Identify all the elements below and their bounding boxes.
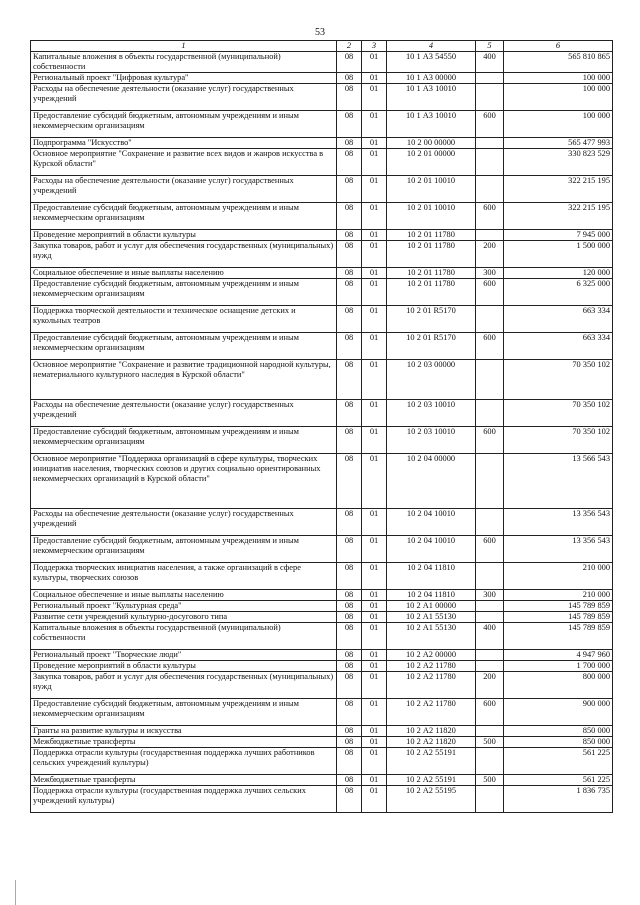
row-subsection: 01 xyxy=(362,149,387,176)
row-target-code: 10 1 А3 10010 xyxy=(387,84,476,111)
row-name: Проведение мероприятий в области культуры xyxy=(31,661,337,672)
row-subsection: 01 xyxy=(362,111,387,138)
table-row xyxy=(31,230,613,241)
row-amount: 561 225 xyxy=(504,775,613,786)
row-section: 08 xyxy=(337,268,362,279)
table-header xyxy=(31,41,613,52)
row-section: 08 xyxy=(337,612,362,623)
row-amount: 7 945 000 xyxy=(504,230,613,241)
row-section: 08 xyxy=(337,650,362,661)
row-section: 08 xyxy=(337,699,362,726)
row-name: Поддержка отрасли культуры (государственная поддержка лучших сельских учреждений культуры) xyxy=(31,786,337,813)
row-target-code: 10 1 А3 10010 xyxy=(387,111,476,138)
header-col-2: 2 xyxy=(337,41,362,52)
row-subsection: 01 xyxy=(362,138,387,149)
row-target-code: 10 1 А3 54550 xyxy=(387,52,476,73)
row-expense-type xyxy=(476,726,504,737)
row-section: 08 xyxy=(337,203,362,230)
row-target-code: 10 2 01 10010 xyxy=(387,203,476,230)
row-amount: 1 700 000 xyxy=(504,661,613,672)
row-amount: 70 350 102 xyxy=(504,427,613,454)
table-row xyxy=(31,590,613,601)
row-section: 08 xyxy=(337,509,362,536)
row-section: 08 xyxy=(337,563,362,590)
row-amount: 70 350 102 xyxy=(504,400,613,427)
row-subsection: 01 xyxy=(362,230,387,241)
row-subsection: 01 xyxy=(362,52,387,73)
row-expense-type xyxy=(476,360,504,400)
row-amount: 120 000 xyxy=(504,268,613,279)
row-expense-type xyxy=(476,73,504,84)
table-row xyxy=(31,306,613,333)
row-target-code: 10 2 А2 11820 xyxy=(387,737,476,748)
row-section: 08 xyxy=(337,775,362,786)
row-target-code: 10 2 04 10010 xyxy=(387,536,476,563)
row-subsection: 01 xyxy=(362,563,387,590)
row-amount: 145 789 859 xyxy=(504,612,613,623)
row-expense-type: 600 xyxy=(476,203,504,230)
row-name: Социальное обеспечение и иные выплаты населению xyxy=(31,590,337,601)
row-name: Закупка товаров, работ и услуг для обеспечения государственных (муниципальных) нужд xyxy=(31,672,337,699)
row-amount: 100 000 xyxy=(504,84,613,111)
row-target-code: 10 2 А2 55195 xyxy=(387,786,476,813)
row-target-code: 10 2 00 00000 xyxy=(387,138,476,149)
row-name: Расходы на обеспечение деятельности (оказание услуг) государственных учреждений xyxy=(31,509,337,536)
row-name: Основное мероприятие "Сохранение и развитие традиционной народной культуры, нематериального культурного наследия в Курской области" xyxy=(31,360,337,400)
row-subsection: 01 xyxy=(362,590,387,601)
row-amount: 100 000 xyxy=(504,111,613,138)
row-target-code: 10 2 А1 00000 xyxy=(387,601,476,612)
row-name: Основное мероприятие "Сохранение и развитие всех видов и жанров искусства в Курской области" xyxy=(31,149,337,176)
row-subsection: 01 xyxy=(362,726,387,737)
row-target-code: 10 2 01 R5170 xyxy=(387,306,476,333)
row-amount: 663 334 xyxy=(504,333,613,360)
table-row xyxy=(31,111,613,138)
row-target-code: 10 2 04 00000 xyxy=(387,454,476,509)
row-name: Предоставление субсидий бюджетным, автономным учреждениям и иным некоммерческим организациям xyxy=(31,279,337,306)
row-section: 08 xyxy=(337,726,362,737)
row-name: Основное мероприятие "Поддержка организаций в сфере культуры, творческих инициатив населения, творческих союзов и других социально ориентированных некоммерческих организаций в Курской области" xyxy=(31,454,337,509)
row-subsection: 01 xyxy=(362,509,387,536)
row-amount: 850 000 xyxy=(504,737,613,748)
row-section: 08 xyxy=(337,748,362,775)
row-expense-type: 200 xyxy=(476,672,504,699)
row-target-code: 10 2 А1 55130 xyxy=(387,612,476,623)
row-expense-type: 200 xyxy=(476,241,504,268)
row-section: 08 xyxy=(337,601,362,612)
row-amount: 13 566 543 xyxy=(504,454,613,509)
row-section: 08 xyxy=(337,737,362,748)
row-section: 08 xyxy=(337,661,362,672)
row-section: 08 xyxy=(337,138,362,149)
row-section: 08 xyxy=(337,73,362,84)
row-section: 08 xyxy=(337,241,362,268)
table-row xyxy=(31,748,613,775)
row-subsection: 01 xyxy=(362,454,387,509)
table-row xyxy=(31,427,613,454)
row-section: 08 xyxy=(337,176,362,203)
row-expense-type: 600 xyxy=(476,111,504,138)
row-expense-type xyxy=(476,661,504,672)
row-amount: 663 334 xyxy=(504,306,613,333)
row-expense-type xyxy=(476,400,504,427)
row-expense-type xyxy=(476,601,504,612)
row-expense-type: 300 xyxy=(476,590,504,601)
row-expense-type xyxy=(476,176,504,203)
row-expense-type: 600 xyxy=(476,536,504,563)
row-amount: 13 356 543 xyxy=(504,509,613,536)
row-target-code: 10 2 03 00000 xyxy=(387,360,476,400)
table-row xyxy=(31,726,613,737)
header-col-1: 1 xyxy=(31,41,337,52)
row-target-code: 10 2 03 10010 xyxy=(387,427,476,454)
row-expense-type xyxy=(476,612,504,623)
row-expense-type xyxy=(476,786,504,813)
table-row xyxy=(31,786,613,813)
row-target-code: 10 2 01 11780 xyxy=(387,268,476,279)
row-section: 08 xyxy=(337,306,362,333)
table-row xyxy=(31,176,613,203)
row-amount: 6 325 000 xyxy=(504,279,613,306)
table-row xyxy=(31,203,613,230)
header-col-5: 5 xyxy=(476,41,504,52)
row-amount: 1 836 735 xyxy=(504,786,613,813)
row-target-code: 10 1 А3 00000 xyxy=(387,73,476,84)
row-target-code: 10 2 04 10010 xyxy=(387,509,476,536)
row-target-code: 10 2 А2 11780 xyxy=(387,672,476,699)
row-name: Капитальные вложения в объекты государственной (муниципальной) собственности xyxy=(31,52,337,73)
table-row xyxy=(31,650,613,661)
row-target-code: 10 2 А2 55191 xyxy=(387,775,476,786)
table-row xyxy=(31,699,613,726)
row-expense-type xyxy=(476,563,504,590)
table-row xyxy=(31,138,613,149)
table-row xyxy=(31,661,613,672)
row-expense-type xyxy=(476,650,504,661)
row-target-code: 10 2 01 R5170 xyxy=(387,333,476,360)
row-subsection: 01 xyxy=(362,650,387,661)
row-name: Региональный проект "Творческие люди" xyxy=(31,650,337,661)
row-section: 08 xyxy=(337,536,362,563)
row-section: 08 xyxy=(337,279,362,306)
row-subsection: 01 xyxy=(362,73,387,84)
row-amount: 850 000 xyxy=(504,726,613,737)
row-section: 08 xyxy=(337,590,362,601)
table-row xyxy=(31,612,613,623)
row-section: 08 xyxy=(337,84,362,111)
table-row xyxy=(31,536,613,563)
row-target-code: 10 2 А1 55130 xyxy=(387,623,476,650)
row-subsection: 01 xyxy=(362,737,387,748)
row-expense-type: 500 xyxy=(476,737,504,748)
row-section: 08 xyxy=(337,400,362,427)
header-col-3: 3 xyxy=(362,41,387,52)
row-subsection: 01 xyxy=(362,699,387,726)
row-expense-type xyxy=(476,509,504,536)
row-target-code: 10 2 01 11780 xyxy=(387,279,476,306)
table-row xyxy=(31,737,613,748)
table-row xyxy=(31,360,613,400)
row-expense-type: 600 xyxy=(476,699,504,726)
row-section: 08 xyxy=(337,672,362,699)
row-subsection: 01 xyxy=(362,775,387,786)
row-target-code: 10 2 А2 11820 xyxy=(387,726,476,737)
table-row xyxy=(31,241,613,268)
row-name: Подпрограмма "Искусство" xyxy=(31,138,337,149)
row-amount: 1 500 000 xyxy=(504,241,613,268)
row-name: Межбюджетные трансферты xyxy=(31,775,337,786)
row-amount: 145 789 859 xyxy=(504,623,613,650)
row-amount: 210 000 xyxy=(504,563,613,590)
row-subsection: 01 xyxy=(362,661,387,672)
row-expense-type: 600 xyxy=(476,279,504,306)
row-section: 08 xyxy=(337,360,362,400)
table-row xyxy=(31,601,613,612)
row-name: Закупка товаров, работ и услуг для обеспечения государственных (муниципальных) нужд xyxy=(31,241,337,268)
table-row xyxy=(31,672,613,699)
row-target-code: 10 2 01 10010 xyxy=(387,176,476,203)
row-subsection: 01 xyxy=(362,623,387,650)
row-section: 08 xyxy=(337,52,362,73)
row-name: Расходы на обеспечение деятельности (оказание услуг) государственных учреждений xyxy=(31,84,337,111)
row-expense-type xyxy=(476,454,504,509)
row-section: 08 xyxy=(337,230,362,241)
row-subsection: 01 xyxy=(362,176,387,203)
row-subsection: 01 xyxy=(362,279,387,306)
row-expense-type xyxy=(476,748,504,775)
row-target-code: 10 2 04 11810 xyxy=(387,563,476,590)
row-subsection: 01 xyxy=(362,400,387,427)
row-target-code: 10 2 01 11780 xyxy=(387,230,476,241)
row-subsection: 01 xyxy=(362,748,387,775)
row-name: Предоставление субсидий бюджетным, автономным учреждениям и иным некоммерческим организациям xyxy=(31,333,337,360)
table-row xyxy=(31,73,613,84)
row-amount: 565 810 865 xyxy=(504,52,613,73)
row-subsection: 01 xyxy=(362,306,387,333)
row-name: Региональный проект "Культурная среда" xyxy=(31,601,337,612)
header-col-4: 4 xyxy=(387,41,476,52)
row-amount: 330 823 529 xyxy=(504,149,613,176)
row-name: Межбюджетные трансферты xyxy=(31,737,337,748)
row-target-code: 10 2 А2 55191 xyxy=(387,748,476,775)
row-subsection: 01 xyxy=(362,536,387,563)
row-expense-type xyxy=(476,138,504,149)
row-subsection: 01 xyxy=(362,427,387,454)
row-amount: 322 215 195 xyxy=(504,176,613,203)
row-expense-type: 600 xyxy=(476,333,504,360)
header-col-6: 6 xyxy=(504,41,613,52)
row-name: Капитальные вложения в объекты государственной (муниципальной) собственности xyxy=(31,623,337,650)
row-name: Поддержка творческой деятельности и техническое оснащение детских и кукольных театров xyxy=(31,306,337,333)
row-amount: 145 789 859 xyxy=(504,601,613,612)
row-name: Поддержка творческих инициатив населения, а также организаций в сфере культуры, творческих союзов xyxy=(31,563,337,590)
row-section: 08 xyxy=(337,786,362,813)
row-name: Проведение мероприятий в области культуры xyxy=(31,230,337,241)
table-row xyxy=(31,623,613,650)
row-expense-type: 500 xyxy=(476,775,504,786)
row-expense-type: 400 xyxy=(476,52,504,73)
row-target-code: 10 2 04 11810 xyxy=(387,590,476,601)
row-target-code: 10 2 01 00000 xyxy=(387,149,476,176)
row-amount: 900 000 xyxy=(504,699,613,726)
row-subsection: 01 xyxy=(362,360,387,400)
row-name: Развитие сети учреждений культурно-досугового типа xyxy=(31,612,337,623)
row-subsection: 01 xyxy=(362,612,387,623)
table-row xyxy=(31,454,613,509)
row-name: Расходы на обеспечение деятельности (оказание услуг) государственных учреждений xyxy=(31,400,337,427)
page-number: 53 xyxy=(315,27,325,38)
row-subsection: 01 xyxy=(362,241,387,268)
table-row xyxy=(31,509,613,536)
row-amount: 561 225 xyxy=(504,748,613,775)
scan-edge-mark xyxy=(15,880,16,905)
row-section: 08 xyxy=(337,427,362,454)
row-subsection: 01 xyxy=(362,786,387,813)
row-name: Поддержка отрасли культуры (государственная поддержка лучших работников сельских учреждений культуры) xyxy=(31,748,337,775)
row-amount: 4 947 960 xyxy=(504,650,613,661)
row-amount: 13 356 543 xyxy=(504,536,613,563)
row-name: Предоставление субсидий бюджетным, автономным учреждениям и иным некоммерческим организациям xyxy=(31,536,337,563)
row-expense-type xyxy=(476,230,504,241)
row-name: Социальное обеспечение и иные выплаты населению xyxy=(31,268,337,279)
row-section: 08 xyxy=(337,149,362,176)
row-target-code: 10 2 А2 11780 xyxy=(387,699,476,726)
row-amount: 565 477 993 xyxy=(504,138,613,149)
table-row xyxy=(31,333,613,360)
row-name: Предоставление субсидий бюджетным, автономным учреждениям и иным некоммерческим организациям xyxy=(31,111,337,138)
row-subsection: 01 xyxy=(362,203,387,230)
row-subsection: 01 xyxy=(362,601,387,612)
row-name: Расходы на обеспечение деятельности (оказание услуг) государственных учреждений xyxy=(31,176,337,203)
row-name: Региональный проект "Цифровая культура" xyxy=(31,73,337,84)
row-amount: 800 000 xyxy=(504,672,613,699)
table-body xyxy=(31,52,613,813)
row-section: 08 xyxy=(337,333,362,360)
table-row xyxy=(31,563,613,590)
row-amount: 210 000 xyxy=(504,590,613,601)
row-target-code: 10 2 03 10010 xyxy=(387,400,476,427)
row-subsection: 01 xyxy=(362,333,387,360)
table-row xyxy=(31,268,613,279)
row-subsection: 01 xyxy=(362,84,387,111)
row-expense-type xyxy=(476,149,504,176)
row-name: Предоставление субсидий бюджетным, автономным учреждениям и иным некоммерческим организациям xyxy=(31,699,337,726)
table-row xyxy=(31,279,613,306)
row-subsection: 01 xyxy=(362,268,387,279)
table-row xyxy=(31,84,613,111)
row-name: Предоставление субсидий бюджетным, автономным учреждениям и иным некоммерческим организациям xyxy=(31,203,337,230)
row-target-code: 10 2 А2 11780 xyxy=(387,661,476,672)
row-section: 08 xyxy=(337,623,362,650)
row-target-code: 10 2 01 11780 xyxy=(387,241,476,268)
row-expense-type xyxy=(476,84,504,111)
row-name: Гранты на развитие культуры и искусства xyxy=(31,726,337,737)
row-section: 08 xyxy=(337,454,362,509)
table-row xyxy=(31,149,613,176)
row-expense-type xyxy=(476,306,504,333)
row-amount: 100 000 xyxy=(504,73,613,84)
row-subsection: 01 xyxy=(362,672,387,699)
table-row xyxy=(31,52,613,73)
row-expense-type: 400 xyxy=(476,623,504,650)
row-section: 08 xyxy=(337,111,362,138)
row-name: Предоставление субсидий бюджетным, автономным учреждениям и иным некоммерческим организациям xyxy=(31,427,337,454)
row-amount: 322 215 195 xyxy=(504,203,613,230)
budget-table xyxy=(30,40,613,813)
row-expense-type: 300 xyxy=(476,268,504,279)
table-row xyxy=(31,775,613,786)
row-amount: 70 350 102 xyxy=(504,360,613,400)
table-row xyxy=(31,400,613,427)
row-target-code: 10 2 А2 00000 xyxy=(387,650,476,661)
row-expense-type: 600 xyxy=(476,427,504,454)
